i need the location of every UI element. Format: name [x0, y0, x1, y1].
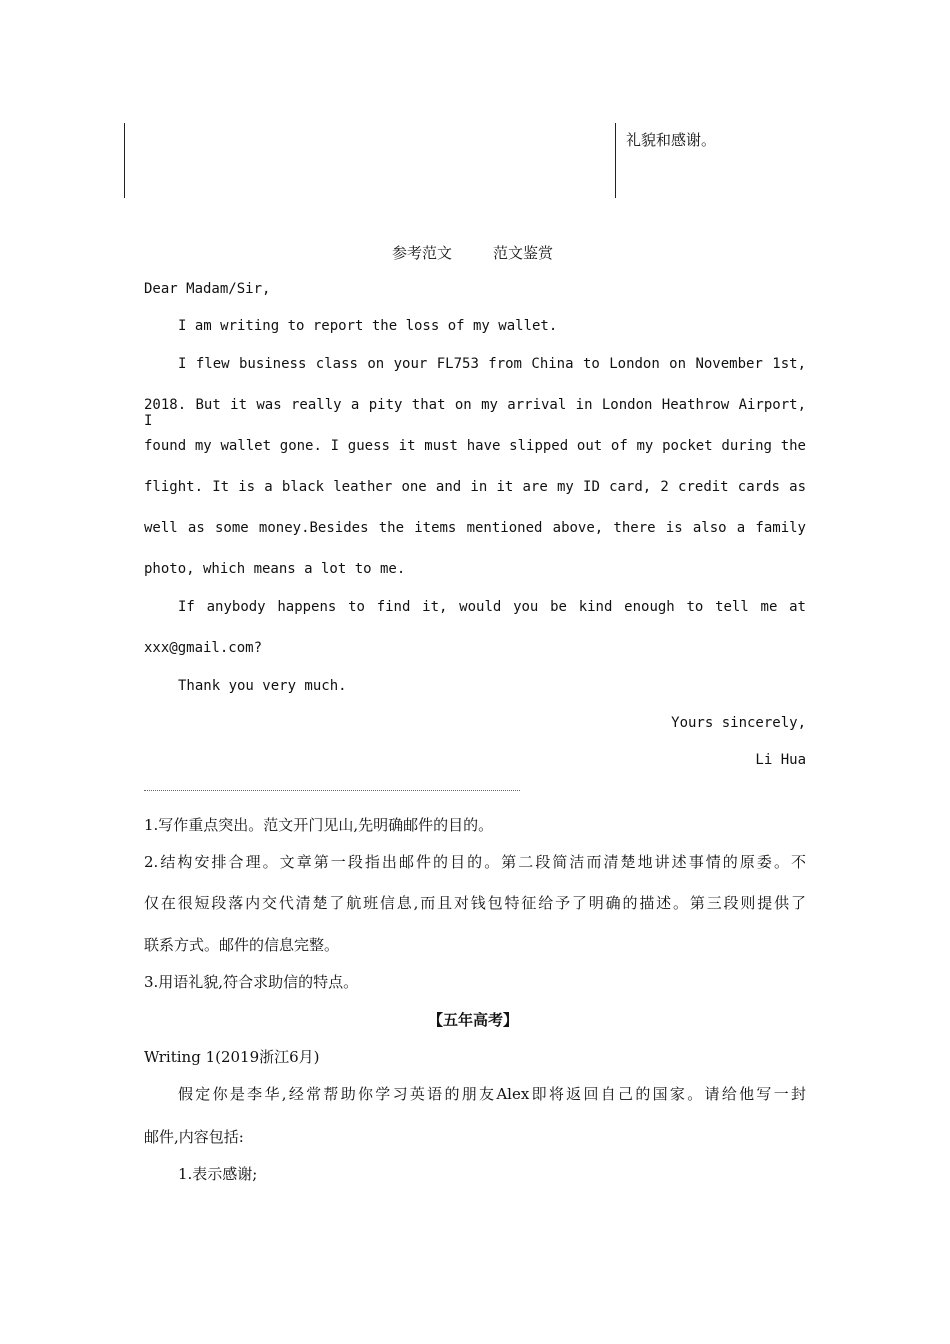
letter-p2-line-3: found my wallet gone. I guess it must have slipped out of my pocket during the — [144, 438, 806, 454]
letter-paragraph-4: Thank you very much. — [178, 678, 347, 694]
letter-p2-line-5: well as some money.Besides the items mentioned above, there is also a family — [144, 520, 806, 536]
letter-p2-line-2: 2018. But it was really a pity that on my arrival in London Heathrow Airport, I — [144, 397, 806, 429]
writing-title: Writing 1(2019浙江6月) — [144, 1048, 320, 1066]
letter-salutation: Dear Madam/Sir, — [144, 281, 271, 297]
heading-sample-essay: 参考范文 — [392, 244, 453, 262]
analysis-point-3: 3.用语礼貌,符合求助信的特点。 — [144, 973, 359, 991]
letter-p2-line-1: I flew business class on your FL753 from China to London on November 1st, — [178, 356, 806, 372]
letter-p2-line-6: photo, which means a lot to me. — [144, 561, 406, 577]
letter-signature: Li Hua — [755, 752, 806, 768]
letter-p3-line-1: If anybody happens to find it, would you be kind enough to tell me at — [178, 599, 806, 615]
five-years-heading: 【五年高考】 — [428, 1011, 519, 1029]
prompt-item-1: 1.表示感谢; — [178, 1165, 258, 1183]
table-cell-text: 礼貌和感谢。 — [626, 131, 717, 149]
analysis-point-2-line-2: 仅在很短段落内交代清楚了航班信息,而且对钱包特征给予了明确的描述。第三段则提供了 — [144, 894, 806, 912]
analysis-point-2-line-1: 2.结构安排合理。文章第一段指出邮件的目的。第二段简洁而清楚地讲述事情的原委。不 — [144, 853, 806, 871]
analysis-point-2-line-3: 联系方式。邮件的信息完整。 — [144, 936, 340, 954]
dotted-divider — [144, 790, 520, 791]
prompt-line-1: 假定你是李华,经常帮助你学习英语的朋友Alex即将返回自己的国家。请给他写一封 — [178, 1085, 806, 1103]
table-middle-border — [615, 123, 616, 198]
letter-p2-line-4: flight. It is a black leather one and in it are my ID card, 2 credit cards as — [144, 479, 806, 495]
letter-paragraph-1: I am writing to report the loss of my wallet. — [178, 318, 558, 334]
letter-p3-line-2: xxx@gmail.com? — [144, 640, 263, 656]
prompt-line-2: 邮件,内容包括: — [144, 1128, 244, 1146]
letter-closing: Yours sincerely, — [671, 715, 806, 731]
analysis-point-1: 1.写作重点突出。范文开门见山,先明确邮件的目的。 — [144, 816, 494, 834]
table-left-border — [124, 123, 125, 198]
heading-essay-appreciation: 范文鉴赏 — [493, 244, 554, 262]
